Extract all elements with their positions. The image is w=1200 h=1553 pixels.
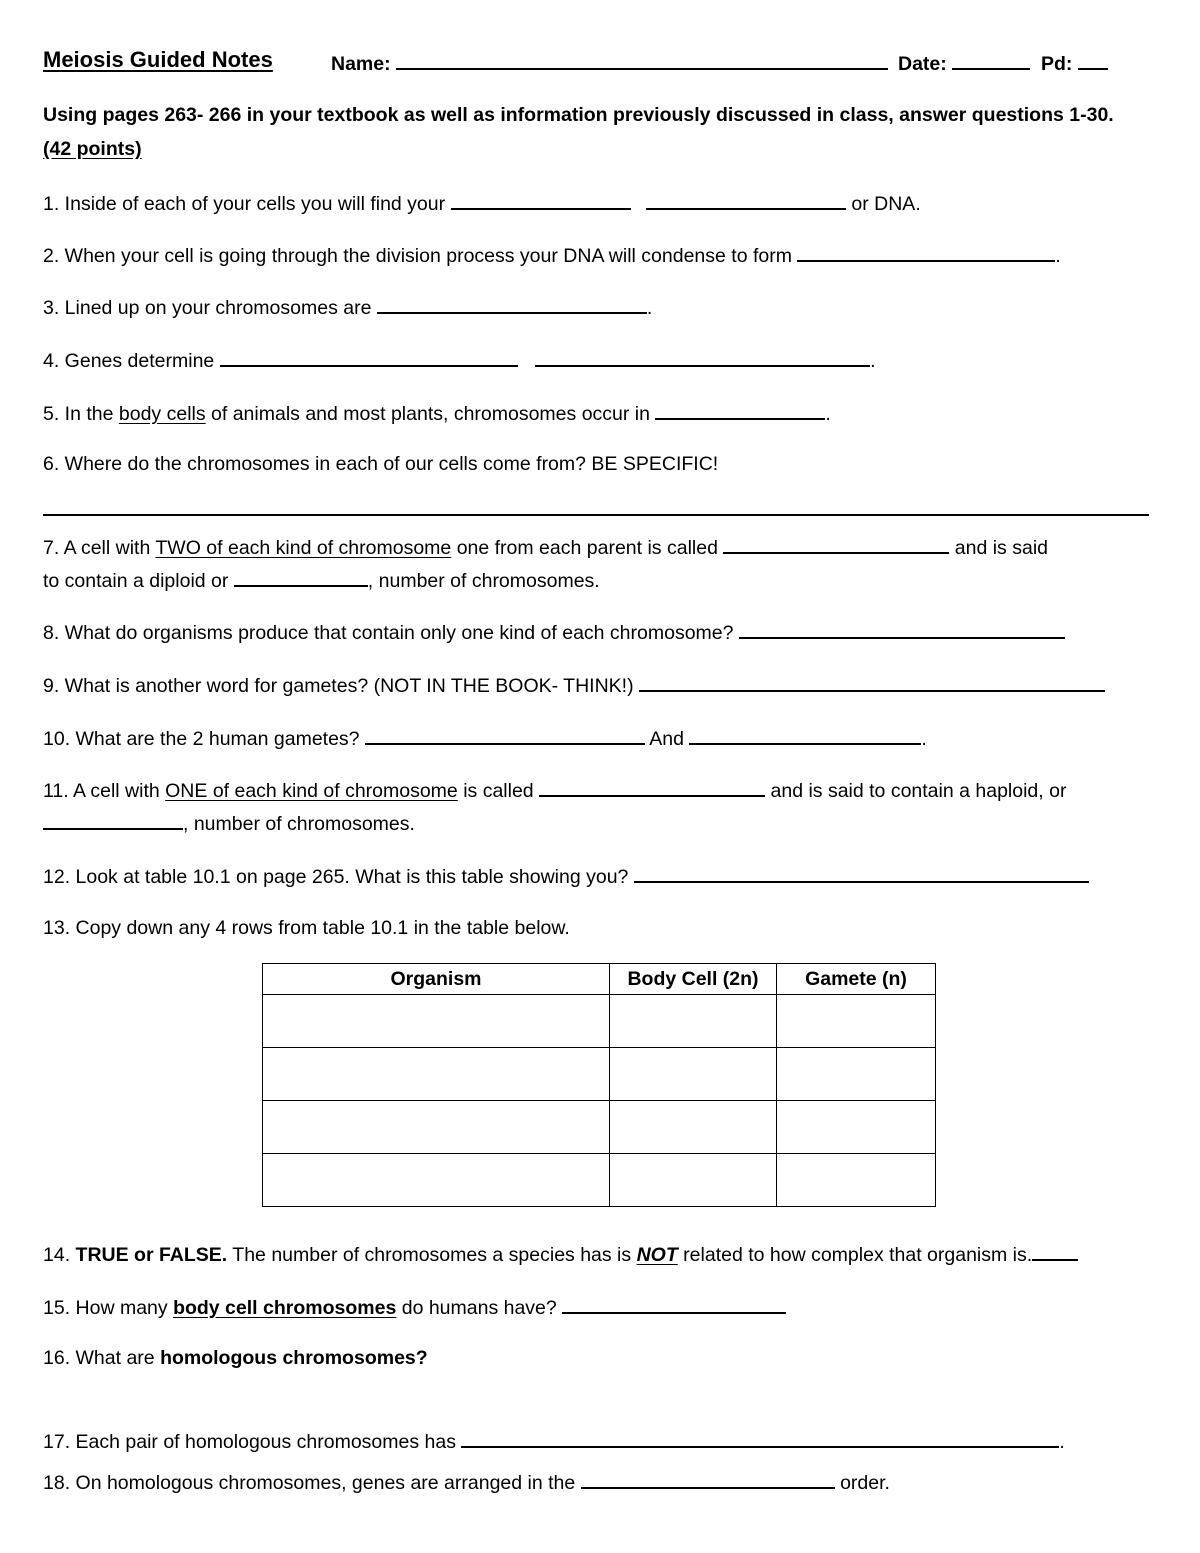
- q5-period: .: [825, 403, 831, 425]
- worksheet-header: [43, 48, 273, 73]
- q11-blank-2[interactable]: [43, 810, 183, 830]
- q15-text: 15. How many: [43, 1297, 168, 1319]
- table-row: [263, 1154, 936, 1207]
- instructions-points: (42 points): [43, 138, 142, 160]
- q11-underlined: ONE of each kind of chromosome: [165, 780, 458, 802]
- q5-text: 5. In the: [43, 403, 114, 425]
- question-5: [43, 400, 831, 426]
- question-12: [43, 863, 1089, 889]
- worksheet-title: Meiosis Guided Notes: [43, 47, 273, 72]
- q15-blank[interactable]: [562, 1294, 786, 1314]
- table-cell[interactable]: [777, 995, 936, 1048]
- q14-blank[interactable]: [1032, 1241, 1078, 1261]
- question-18: [43, 1469, 890, 1495]
- q3-period: .: [646, 297, 653, 319]
- table-header-row: [263, 964, 936, 995]
- question-15: [43, 1294, 786, 1320]
- question-16: [43, 1346, 428, 1370]
- q7-text-4: to contain a diploid or: [43, 570, 229, 592]
- q4-period: .: [870, 350, 876, 372]
- q12-text: 12. Look at table 10.1 on page 265. What is this table showing you?: [43, 866, 629, 888]
- q7-underlined: TWO of each kind of chromosome: [155, 537, 452, 559]
- q1-blank-1[interactable]: [451, 190, 631, 210]
- q16-text: 16. What are: [43, 1347, 155, 1369]
- q9-text: 9. What is another word for gametes? (NOT IN THE BOOK- THINK!): [43, 675, 634, 697]
- pd-label: Pd:: [1041, 53, 1073, 75]
- question-6: 6. Where do the chromosomes in each of our cells come from? BE SPECIFIC!: [43, 453, 719, 475]
- question-11: [43, 777, 1066, 803]
- q11-text-4: , number of chromosomes.: [183, 813, 415, 835]
- q17-period: .: [1059, 1431, 1065, 1453]
- table-cell[interactable]: [263, 1154, 610, 1207]
- table-row: [263, 1101, 936, 1154]
- q7-text-5: , number of chromosomes.: [367, 570, 600, 592]
- name-field[interactable]: [331, 50, 888, 76]
- question-11-line-2: [43, 810, 415, 836]
- table-cell[interactable]: [777, 1154, 936, 1207]
- question-9: [43, 672, 1105, 698]
- q10-blank-2[interactable]: [689, 725, 921, 745]
- date-field[interactable]: [898, 50, 1030, 76]
- q10-and: And: [649, 728, 684, 750]
- q11-blank-1[interactable]: [539, 777, 765, 797]
- q17-text: 17. Each pair of homologous chromosomes has: [43, 1431, 456, 1453]
- q7-text-2: one from each parent is called: [456, 537, 718, 559]
- q18-text-2: order.: [840, 1472, 890, 1494]
- q14-number: 14.: [43, 1244, 71, 1266]
- q10-text: 10. What are the 2 human gametes?: [43, 728, 360, 750]
- col-organism: Organism: [263, 964, 610, 995]
- q4-text: 4. Genes determine: [43, 350, 215, 372]
- table-cell[interactable]: [610, 1048, 777, 1101]
- q1-text-end: or DNA.: [851, 193, 921, 215]
- question-3: [43, 294, 652, 320]
- question-2: [43, 242, 1061, 268]
- q14-bold: TRUE or FALSE.: [75, 1244, 228, 1266]
- q4-blank-2[interactable]: [535, 347, 870, 367]
- q16-bold: homologous chromosomes?: [160, 1347, 428, 1369]
- question-8: [43, 619, 1065, 645]
- q8-text: 8. What do organisms produce that contain only one kind of each chromosome?: [43, 622, 734, 644]
- q5-underlined: body cells: [118, 403, 206, 425]
- q9-blank[interactable]: [639, 672, 1105, 692]
- q7-blank-2[interactable]: [234, 567, 368, 587]
- name-blank[interactable]: [396, 50, 888, 70]
- q10-period: .: [921, 728, 927, 750]
- col-gamete: Gamete (n): [777, 964, 936, 995]
- q14-text-2: related to how complex that organism is.: [683, 1244, 1033, 1266]
- table-cell[interactable]: [777, 1048, 936, 1101]
- name-label: Name:: [331, 53, 391, 75]
- table-cell[interactable]: [263, 1101, 610, 1154]
- table-row: [263, 995, 936, 1048]
- q2-text: 2. When your cell is going through the division process your DNA will condense to form: [43, 245, 792, 267]
- q11-text: 11. A cell with: [43, 780, 160, 802]
- q5-blank[interactable]: [655, 400, 825, 420]
- q8-blank[interactable]: [739, 619, 1065, 639]
- table-cell[interactable]: [263, 995, 610, 1048]
- q4-blank-1[interactable]: [220, 347, 518, 367]
- question-1: [43, 190, 921, 216]
- q1-blank-2[interactable]: [646, 190, 846, 210]
- question-7-line-2: [43, 567, 600, 593]
- q18-blank[interactable]: [581, 1469, 835, 1489]
- q7-blank-1[interactable]: [723, 534, 949, 554]
- q15-underlined: body cell chromosomes: [173, 1297, 397, 1319]
- q12-blank[interactable]: [634, 863, 1089, 883]
- table-cell[interactable]: [610, 1154, 777, 1207]
- question-17: [43, 1428, 1065, 1454]
- q17-blank[interactable]: [461, 1428, 1059, 1448]
- q10-blank-1[interactable]: [365, 725, 645, 745]
- date-blank[interactable]: [952, 50, 1030, 70]
- table-row: [263, 1048, 936, 1101]
- q14-not: NOT: [636, 1244, 678, 1266]
- chromosome-table: [262, 963, 936, 1207]
- q2-period: .: [1055, 245, 1061, 267]
- q6-answer-line[interactable]: [43, 514, 1149, 516]
- question-4: [43, 347, 876, 373]
- q7-text: 7. A cell with: [43, 537, 151, 559]
- q2-blank[interactable]: [797, 242, 1055, 262]
- table-cell[interactable]: [263, 1048, 610, 1101]
- q3-text: 3. Lined up on your chromosomes are: [43, 297, 372, 319]
- q11-text-3: and is said to contain a haploid, or: [770, 780, 1067, 802]
- question-14: [43, 1241, 1078, 1267]
- table-cell[interactable]: [610, 1101, 777, 1154]
- question-7: [43, 534, 1048, 560]
- instructions-line: Using pages 263- 266 in your textbook as well as information previously discussed in class, answer questions 1-30.: [43, 104, 1114, 126]
- q11-text-2: is called: [463, 780, 534, 802]
- table-cell[interactable]: [777, 1101, 936, 1154]
- q15-text-2: do humans have?: [401, 1297, 557, 1319]
- pd-blank[interactable]: [1078, 50, 1108, 70]
- q1-text: 1. Inside of each of your cells you will find your: [43, 193, 446, 215]
- question-13: 13. Copy down any 4 rows from table 10.1 in the table below.: [43, 917, 570, 939]
- table-cell[interactable]: [610, 995, 777, 1048]
- date-label: Date:: [898, 53, 947, 75]
- q3-blank[interactable]: [377, 294, 647, 314]
- q7-text-3: and is said: [954, 537, 1048, 559]
- q18-text: 18. On homologous chromosomes, genes are arranged in the: [43, 1472, 576, 1494]
- pd-field[interactable]: [1041, 50, 1108, 76]
- question-10: [43, 725, 927, 751]
- q14-text: The number of chromosomes a species has is: [232, 1244, 632, 1266]
- col-body-cell: Body Cell (2n): [610, 964, 777, 995]
- q5-text-2: of animals and most plants, chromosomes occur in: [211, 403, 650, 425]
